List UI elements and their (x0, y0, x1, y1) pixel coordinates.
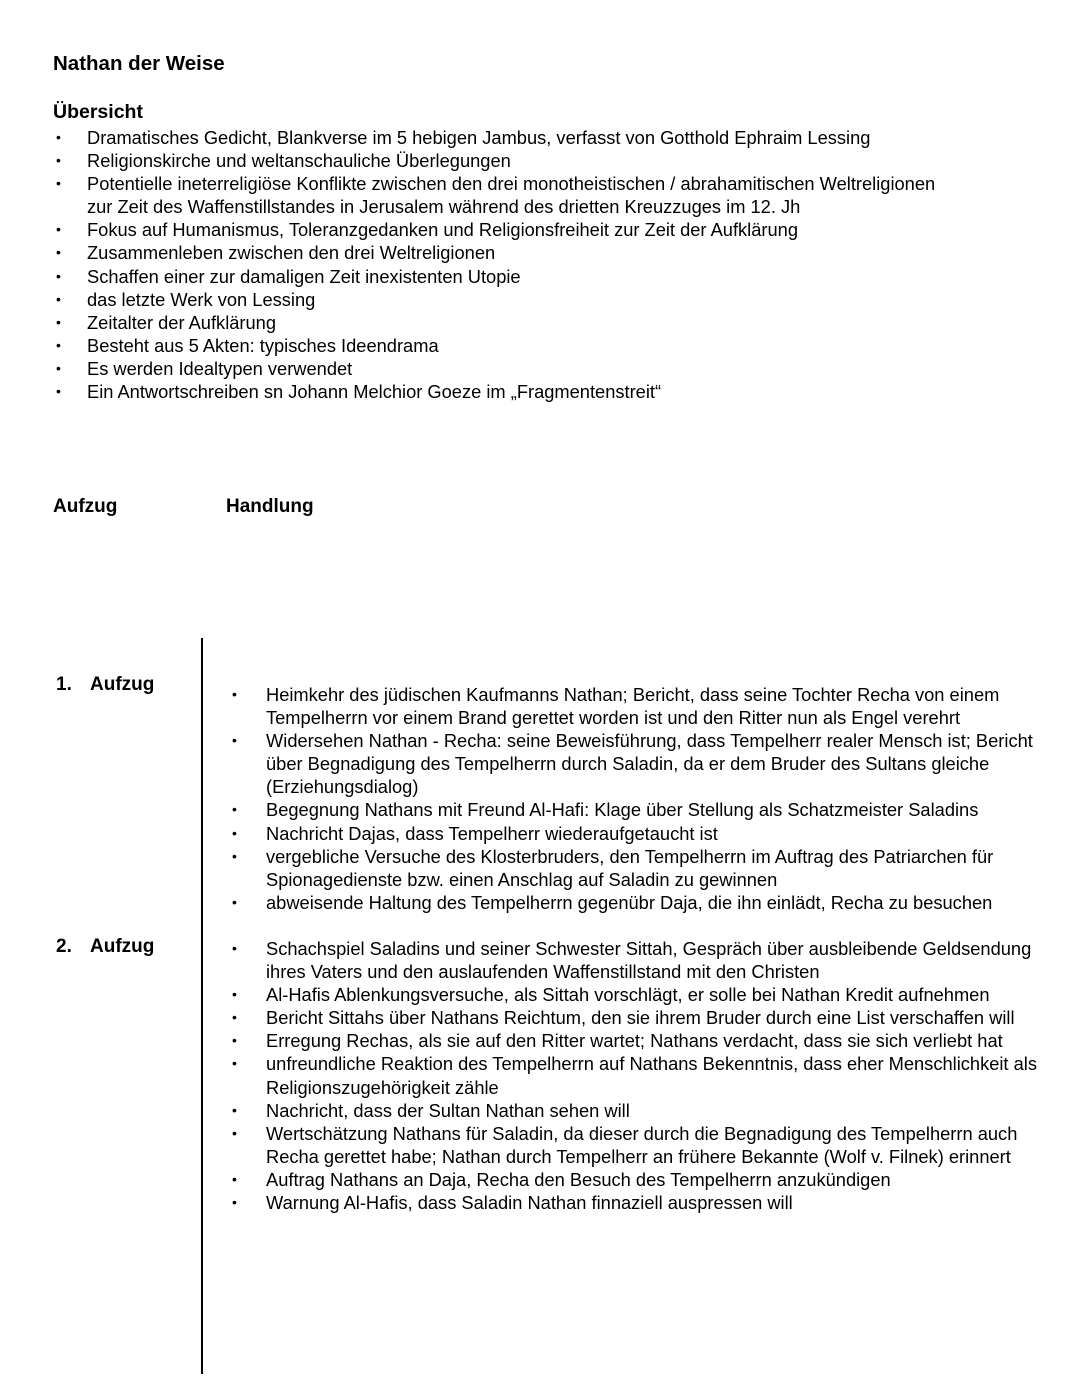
bullet-icon: • (56, 244, 61, 261)
list-item: • Besteht aus 5 Akten: typisches Ideendrama (56, 334, 439, 356)
list-item: • Warnung Al-Hafis, dass Saladin Nathan finnaziell auspressen will (232, 1192, 793, 1214)
bullet-icon: • (232, 1032, 237, 1049)
overview-list (56, 126, 987, 403)
list-item: • Zusammenleben zwischen den drei Weltreligionen (56, 242, 496, 264)
bullet-icon: • (232, 1101, 237, 1118)
column-header-handlung: Handlung (226, 496, 314, 517)
list-item: • Al-Hafis Ablenkungsversuche, als Sittah vorschlägt, er solle bei Nathan Kredit aufnehmen (232, 984, 990, 1006)
overview-heading: Übersicht (53, 101, 143, 123)
bullet-icon: • (232, 893, 237, 910)
list-item: • Schaffen einer zur damaligen Zeit inexistenten Utopie (56, 265, 521, 287)
bullet-icon: • (232, 940, 237, 956)
bullet-icon: • (232, 732, 237, 749)
list-item: • unfreundliche Reaktion des Tempelherrn auf Nathans Bekenntnis, dass eher Menschlichkeit als Religionszugehörigkeit zähle (232, 1053, 1037, 1098)
list-item: • Potentielle ineterreligiöse Konflikte zwischen den drei monotheistischen / abrahamitischen Weltreligionen zur Zeit des Waffenstillstandes in Jerusalem während des drietten Kreuzzuges im 12. Jh (56, 173, 936, 218)
act-2-list (232, 937, 1071, 1214)
list-item: • Auftrag Nathans an Daja, Recha den Besuch des Tempelherrn anzukündigen (232, 1168, 891, 1190)
list-item: • Zeitalter der Aufklärung (56, 311, 277, 333)
column-header-aufzug: Aufzug (53, 496, 118, 517)
bullet-icon: • (232, 986, 237, 1003)
bullet-icon: • (232, 1124, 237, 1141)
list-item: • Wertschätzung Nathans für Saladin, da dieser durch die Begnadigung des Tempelherrn auch Recha gerettet habe; Nathan durch Tempelherr an frühere Bekannte (Wolf v. Filnek) erinnert (232, 1122, 1018, 1167)
list-item: • Widersehen Nathan - Recha: seine Beweisführung, dass Tempelherr realer Mensch ist; Bericht über Begnadigung des Tempelherrn durch Saladin, da er dem Bruder des Sultans gleiche (Erziehungsdialog) (232, 730, 1033, 798)
list-item: • Erregung Rechas, als sie auf den Ritter wartet; Nathans verdacht, dass sie sich verliebt hat (232, 1030, 1003, 1052)
bullet-icon: • (56, 383, 61, 400)
document-title: Nathan der Weise (53, 52, 225, 75)
bullet-icon: • (56, 175, 61, 192)
list-item: • Nachricht, dass der Sultan Nathan sehen will (232, 1099, 630, 1121)
bullet-icon: • (232, 686, 237, 702)
list-item: • Schachspiel Saladins und seiner Schwester Sittah, Gespräch über ausbleibende Geldsendung ihres Vaters und den auslaufenden Waffenstillstand mit den Christen (232, 938, 1032, 983)
act-2-label (56, 936, 154, 958)
act-1-list (232, 683, 1071, 914)
bullet-icon: • (56, 359, 61, 376)
bullet-icon: • (56, 152, 61, 169)
bullet-icon: • (56, 336, 61, 353)
act-label-text: Aufzug (90, 674, 155, 695)
act-number: 2. (56, 936, 72, 957)
bullet-icon: • (232, 1194, 237, 1211)
list-item: • Heimkehr des jüdischen Kaufmanns Nathan; Bericht, dass seine Tochter Recha von einem Tempelherrn vor einem Brand gerettet worden ist und den Ritter nun als Engel verehrt (232, 684, 1000, 729)
bullet-icon: • (56, 267, 61, 284)
act-label-text: Aufzug (90, 936, 155, 957)
list-item: • vergebliche Versuche des Klosterbruders, den Tempelherrn im Auftrag des Patriarchen für Spionagedienste bzw. einen Anschlag auf Saladin zu gewinnen (232, 845, 994, 890)
bullet-icon: • (232, 1170, 237, 1187)
bullet-icon: • (232, 1009, 237, 1026)
list-item: • Religionskirche und weltanschauliche Überlegungen (56, 150, 511, 172)
list-item: • Ein Antwortschreiben sn Johann Melchior Goeze im „Fragmentenstreit“ (56, 381, 662, 403)
act-number: 1. (56, 674, 72, 695)
list-item: • Nachricht Dajas, dass Tempelherr wiederaufgetaucht ist (232, 822, 718, 844)
list-item: • das letzte Werk von Lessing (56, 288, 316, 310)
bullet-icon: • (232, 824, 237, 841)
column-divider (201, 638, 203, 1374)
list-item: • Fokus auf Humanismus, Toleranzgedanken und Religionsfreiheit zur Zeit der Aufklärung (56, 219, 798, 241)
list-item: • Es werden Idealtypen verwendet (56, 357, 353, 379)
bullet-icon: • (56, 221, 61, 238)
act-1-label (56, 674, 154, 696)
bullet-icon: • (56, 129, 61, 145)
bullet-icon: • (56, 290, 61, 307)
bullet-icon: • (56, 313, 61, 330)
list-item: • abweisende Haltung des Tempelherrn gegenübr Daja, die ihn einlädt, Recha zu besuchen (232, 891, 993, 913)
list-item: • Bericht Sittahs über Nathans Reichtum, den sie ihrem Bruder durch eine List verschaffen will (232, 1007, 1015, 1029)
list-item: • Dramatisches Gedicht, Blankverse im 5 hebigen Jambus, verfasst von Gotthold Ephraim Lessing (56, 127, 871, 148)
bullet-icon: • (232, 847, 237, 864)
list-item: • Begegnung Nathans mit Freund Al-Hafi: Klage über Stellung als Schatzmeister Saladins (232, 799, 979, 821)
bullet-icon: • (232, 801, 237, 818)
bullet-icon: • (232, 1055, 237, 1072)
